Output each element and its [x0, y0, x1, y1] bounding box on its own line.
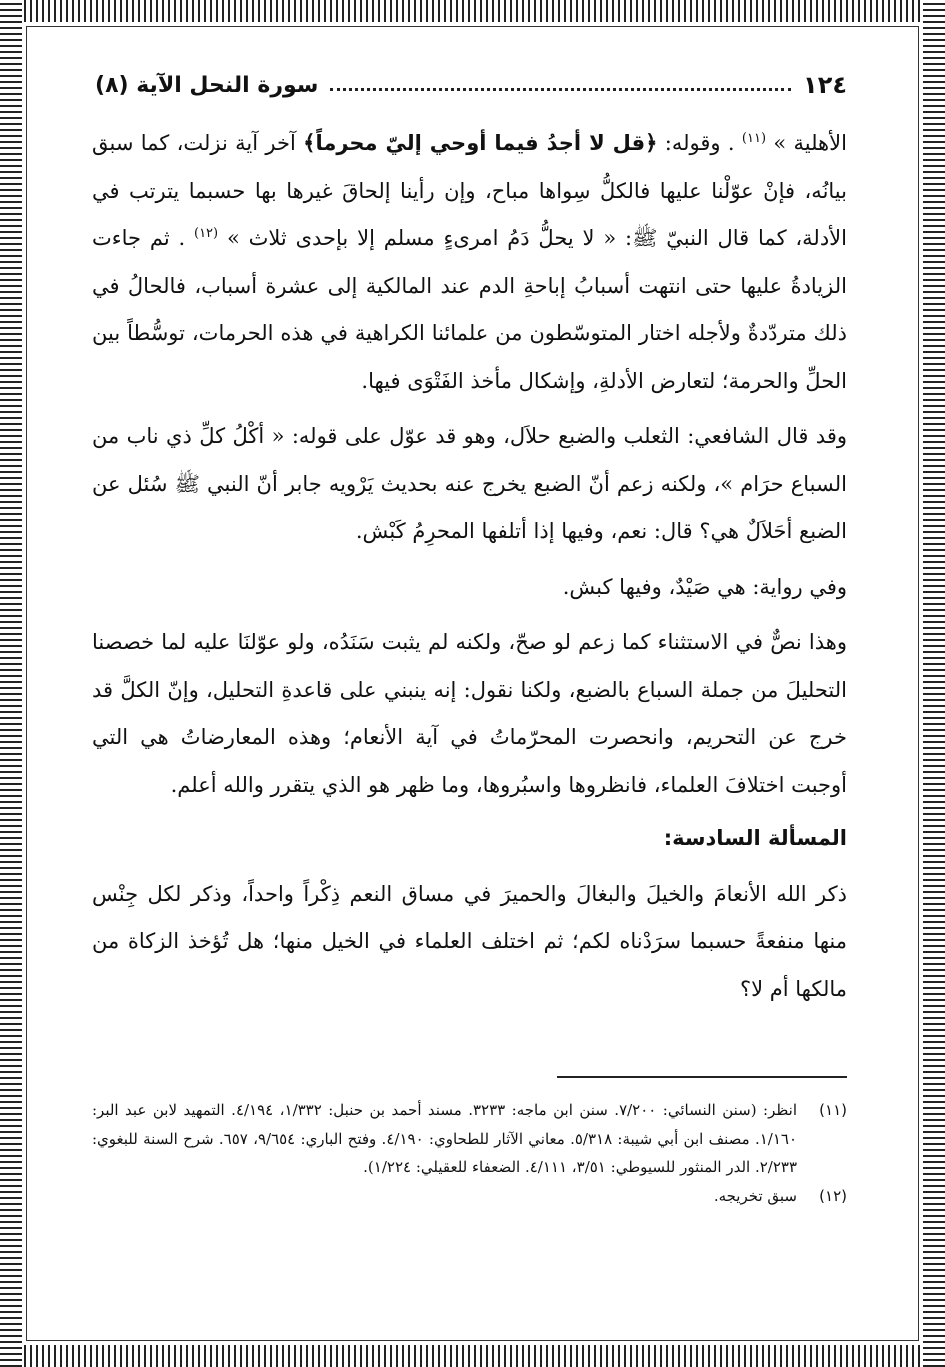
footnote-number: (١٢): [819, 1186, 847, 1205]
paragraph-1-part-c: آخر آية نزلت، كما سبق بيانُه، فإنْ عوّلْنا عليها فالكلُّ سِواها مباح، وإن رأينا إلحاقَ غيرها بها حسبما يترتب في الأدلة، كما قال النبيّ ﷺ: « لا يحلُّ دَمُ امرىءٍ مسلم إلا بإحدى ثلاث »: [92, 131, 847, 250]
quran-quote: ﴿قل لا أجدُ فيما أوحي إليّ محرماً﴾: [303, 131, 658, 155]
ornamental-border-right: [923, 0, 945, 1367]
section-heading: المسألة السادسة:: [663, 826, 847, 850]
ornamental-border-left: [0, 0, 22, 1367]
footnotes: [92, 1096, 847, 1210]
header-dotted-leader: [330, 88, 791, 91]
footnote-ref-11[interactable]: (١١): [741, 131, 767, 146]
running-title: سورة النحل الآية (٨): [95, 72, 319, 98]
footnote-text: سبق تخريجه.: [713, 1186, 797, 1205]
paragraph-2: وقد قال الشافعي: الثعلب والضبع حلاَل، وهو قد عوّل على قوله: « أكْلُ كلِّ ذي ناب من السباع حرَام »، ولكنه زعم أنّ الضبع يخرج عنه بحديث يَرْويه جابر أنّ النبي ﷺ سُئل عن الضبع أحَلاَلٌ هي؟ قال: نعم، وفيها إذا أتلفها المحرِمُ كَبْش.: [92, 424, 847, 543]
footnote-text: انظر: (سنن النسائي: ٧/٢٠٠. سنن ابن ماجه: ٣٢٣٣. مسند أحمد بن حنبل: ١/٣٣٢، ٤/١٩٤. التمهيد لابن عبد البر: ١/١٦٠. مصنف ابن أبي شيبة: ٥/٣١٨. معاني الآثار للطحاوي: ٤/١٩٠. وفتح الباري: ٩/٦٥٤، ٦٥٧. شرح السنة للبغوي: ٢/٢٣٣. الدر المنثور للسيوطي: ٣/٥١، ٤/١١١. الضعفاء للعقيلي: ١/٢٢٤).: [92, 1101, 798, 1176]
page-header: [95, 68, 847, 102]
paragraph-3: وفي رواية: هي صَيْدٌ، وفيها كبش.: [562, 574, 847, 599]
ornamental-border-bottom: [0, 1345, 945, 1367]
paragraph-1-start: الأهلية »: [773, 131, 847, 155]
footnote-12: [92, 1182, 847, 1211]
paragraph-5: ذكر الله الأنعامَ والخيلَ والبغالَ والحميرَ في مساق النعم ذِكْراً واحداً، وذكر لكل جِنْس منها منفعةً حسبما سرَدْناه لكم؛ ثم اختلف العلماء في الخيل منها؛ هل تُؤخذ الزكاة من مالكها أم لا؟: [92, 881, 847, 1001]
paragraph-4: وهذا نصٌّ في الاستثناء كما زعم لو صحّ، ولكنه لم يثبت سَنَدُه، ولو عوّلنَا عليه لما خصصنا التحليلَ من جملة السباع بالضبع، ولكنا نقول: إنه ينبني على قاعدةِ التحليل، وإنّ الكلَّ قد خرج عن التحريم، وانحصرت المحرّماتُ في آية الأنعام؛ وهذه المعارضاتُ هي التي أوجبت اختلافَ العلماء، فانظروها واسبُروها، وما ظهر هو الذي يتقرر والله أعلم.: [92, 630, 847, 797]
footnote-11: [92, 1096, 847, 1182]
footnote-number: (١١): [819, 1101, 847, 1119]
ornamental-border-top: [0, 0, 945, 22]
page-number: ١٢٤: [803, 71, 847, 99]
footnote-ref-12[interactable]: (١٢): [194, 226, 219, 241]
paragraph-1-part-d: . ثم جاءت الزيادةُ عليها حتى انتهت أسبابُ إباحةِ الدم عند المالكية إلى عشرة أسباب، فالحالُ في ذلك متردّدةٌ ولأجله اختار المتوسّطون من علمائنا الكراهية في هذه الحرمات، توسُّطاً بين الحلِّ والحرمة؛ لتعارض الأدلةِ، وإشكال مأخذ الفَتْوَى فيها.: [92, 226, 847, 393]
paragraph-1: [92, 120, 847, 405]
main-text: [92, 120, 847, 1013]
paragraph-1-part-b: . وقوله:: [664, 131, 735, 155]
footnote-separator: [557, 1076, 847, 1078]
